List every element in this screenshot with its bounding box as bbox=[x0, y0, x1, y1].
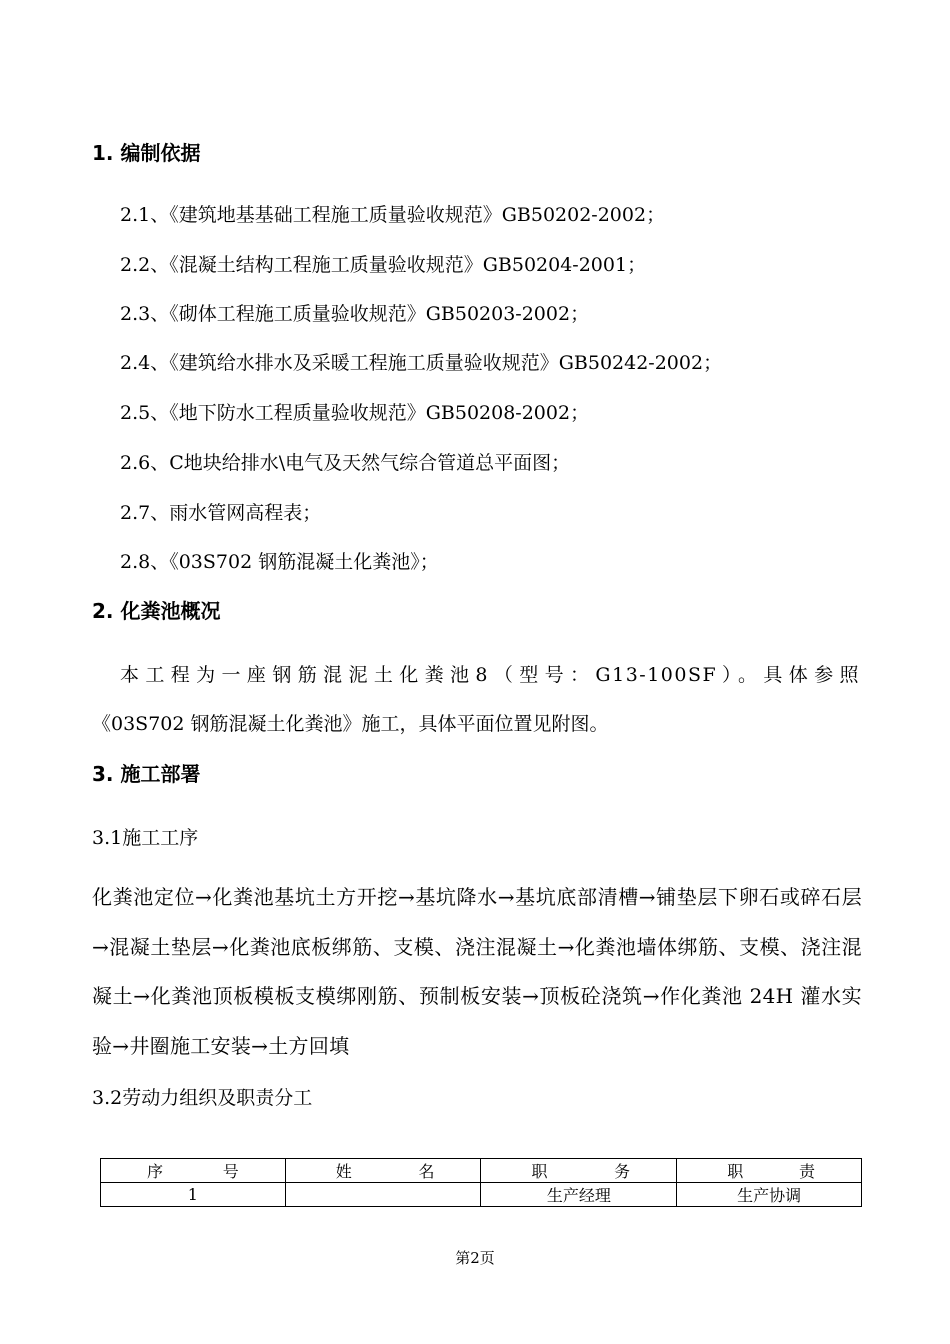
table-row bbox=[101, 1183, 862, 1207]
subsection-3-2-title: 3.2劳动力组织及职责分工 bbox=[92, 1087, 313, 1109]
reference-item: 2.6、C地块给排水\电气及天然气综合管道总平面图； bbox=[120, 452, 571, 474]
table-cell: 生产协调 bbox=[677, 1183, 862, 1207]
section-1-heading: 1. 编制依据 bbox=[92, 141, 201, 165]
reference-item: 2.1、《建筑地基基础工程施工质量验收规范》GB50202-2002； bbox=[120, 204, 666, 226]
page-number: 第2页 bbox=[455, 1249, 495, 1267]
overview-paragraph-line-2: 《03S702 钢筋混凝土化粪池》施工，具体平面位置见附图。 bbox=[92, 713, 609, 735]
overview-paragraph-line-1: 本工程为一座钢筋混泥土化粪池8（型号：G13-100SF）。具体参照 bbox=[120, 664, 860, 686]
reference-item: 2.5、《地下防水工程质量验收规范》GB50208-2002； bbox=[120, 402, 590, 424]
table-header-row bbox=[101, 1159, 862, 1183]
reference-item: 2.4、《建筑给水排水及采暖工程施工质量验收规范》GB50242-2002； bbox=[120, 352, 723, 374]
reference-item: 2.3、《砌体工程施工质量验收规范》GB50203-2002； bbox=[120, 303, 590, 325]
section-3-heading: 3. 施工部署 bbox=[92, 762, 201, 786]
table-cell: 1 bbox=[101, 1183, 286, 1207]
reference-item: 2.2、《混凝土结构工程施工质量验收规范》GB50204-2001； bbox=[120, 254, 647, 276]
subsection-3-1-title: 3.1施工工序 bbox=[92, 827, 199, 849]
reference-item: 2.8、《03S702 钢筋混凝土化粪池》； bbox=[120, 551, 439, 573]
header-cell-position: 职 务 bbox=[481, 1159, 677, 1183]
section-2-heading: 2. 化粪池概况 bbox=[92, 599, 221, 623]
staff-table bbox=[100, 1158, 862, 1207]
header-cell-duty: 职 责 bbox=[677, 1159, 862, 1183]
header-cell-index: 序 号 bbox=[101, 1159, 286, 1183]
table-cell: 生产经理 bbox=[481, 1183, 677, 1207]
reference-item: 2.7、雨水管网高程表； bbox=[120, 502, 322, 524]
header-cell-name: 姓 名 bbox=[285, 1159, 481, 1183]
construction-sequence-paragraph: 化粪池定位→化粪池基坑土方开挖→基坑降水→基坑底部清槽→铺垫层下卵石或碎石层→混凝土垫层→化粪池底板绑筋、支模、浇注混凝土→化粪池墙体绑筋、支模、浇注混凝土→化粪池顶板模板支模绑刚筋、预制板安装→顶板砼浇筑→作化粪池 24H 灌水实验→井圈施工安装→土方回填 bbox=[92, 885, 862, 1058]
table-cell bbox=[285, 1183, 481, 1207]
